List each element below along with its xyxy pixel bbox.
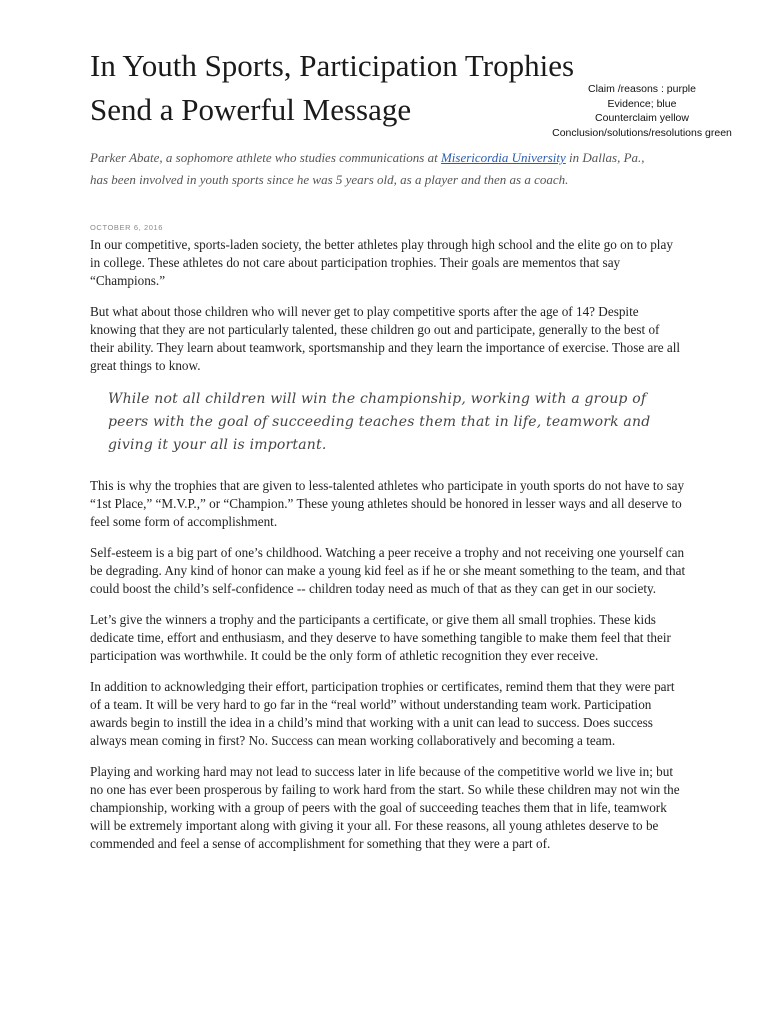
paragraph-6: In addition to acknowledging their effort, participation trophies or certificates, remind them that they were part of a team. It will be very hard to go far in the “real world” without understanding team work. Participation awards begin to instill the idea in a child’s mind that working with a unit can lead to success. Does success always mean coming in first? No. Success can mean working collaboratively and becoming a team. [90,679,675,748]
byline-intro: Parker Abate, a sophomore athlete who studies communications at [90,150,441,165]
annotation-legend [536,82,748,140]
university-link[interactable]: Misericordia University [440,150,566,165]
byline-rest: in Dallas, Pa., has been involved in youth sports since he was 5 years old, as a player and then as a coach. [90,150,645,187]
legend-claim: Claim /reasons : purple [588,83,696,95]
legend-conclusion: Conclusion/solutions/resolutions green [552,126,732,139]
pull-quote: While not all children will win the championship, working with a group of peers with the goal of succeeding teaches them that in life, teamwork and giving it your all is important. [108,391,651,453]
author-byline [90,147,665,191]
article-body [90,236,686,866]
paragraph-4: Self-esteem is a big part of one’s childhood. Watching a peer receive a trophy and not receiving one yourself can be degrading. Any kind of honor can make a young kid feel as if he or she meant something to the team, and that could boost the child’s self-confidence -- children today need as much of that as they can get in our society. [90,545,686,596]
publish-date: OCTOBER 6, 2016 [90,223,164,232]
legend-evidence: Evidence; blue [607,97,677,110]
title-line-1: In Youth Sports, Participation Trophies [90,48,575,83]
legend-counterclaim: Counterclaim yellow [595,112,689,124]
paragraph-5: Let’s give the winners a trophy and the participants a certificate, or give them all small trophies. These kids dedicate time, effort and enthusiasm, and they deserve to have something tangible to make them feel that their participation was worthwhile. It could be the only form of athletic recognition they ever receive. [90,612,671,663]
title-line-2: Send a Powerful Message [90,92,412,127]
paragraph-2: But what about those children who will never get to play competitive sports after the age of 14? Despite knowing that they are not particularly talented, these children go out and participate, generally to the best of their ability. They learn about teamwork, sportsmanship and they learn the importance of exercise. Those are all great things to know. [90,304,681,373]
paragraph-7: Playing and working hard may not lead to success later in life because of the competitive world we live in; but no one has ever been prosperous by failing to work hard from the start. So while these children may not win the championship, working with a group of peers with the goal of succeeding teaches them that in life, teamwork will be extremely important along with giving it your all. For these reasons, all young athletes deserve to be commended and feel a sense of accomplishment for something that they were a part of. [90,764,680,851]
paragraph-1: In our competitive, sports-laden society, the better athletes play through high school and the elite go on to play in college. These athletes do not care about participation trophies. Their goals are mementos that say “Champions.” [90,237,673,288]
paragraph-3: This is why the trophies that are given to less-talented athletes who participate in youth sports do not have to say “1st Place,” “M.V.P.,” or “Champion.” These young athletes should be honored in lesser ways and all deserve to feel some form of accomplishment. [90,478,685,529]
